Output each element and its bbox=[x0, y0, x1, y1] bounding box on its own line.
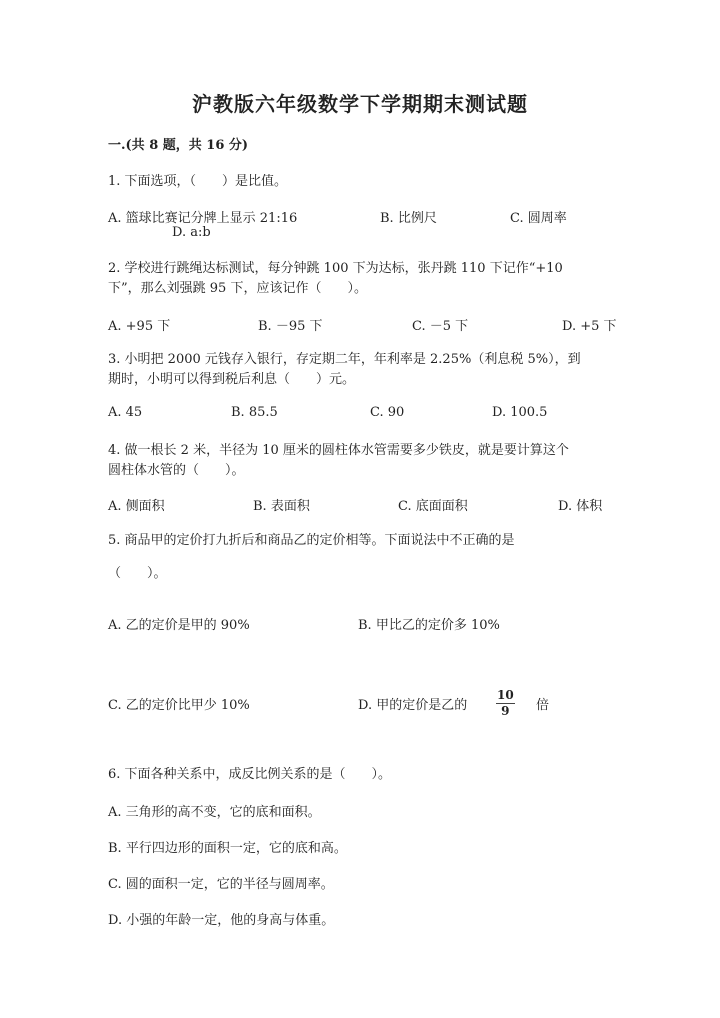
question-4-stem-line-2: 圆柱体水管的（ ）。 bbox=[108, 463, 245, 478]
question-2-option-b: B. －95 下 bbox=[258, 319, 323, 334]
question-6-option-d: D. 小强的年龄一定，他的身高与体重。 bbox=[108, 913, 335, 928]
question-5-option-d-suffix: 倍 bbox=[536, 698, 550, 713]
question-1-stem: 1. 下面选项，（ ）是比值。 bbox=[108, 174, 288, 189]
question-3-stem-line-2: 期时，小明可以得到税后利息（ ）元。 bbox=[108, 372, 356, 387]
question-5-option-c: C. 乙的定价比甲少 10% bbox=[108, 698, 250, 713]
question-6-option-b: B. 平行四边形的面积一定，它的底和高。 bbox=[108, 841, 347, 856]
question-5-stem-line-2: （ ）。 bbox=[108, 566, 167, 581]
question-1-option-a: A. 篮球比赛记分牌上显示 21:16 bbox=[108, 211, 298, 226]
question-1-option-d: D. a:b bbox=[172, 225, 211, 240]
question-5-option-d-prefix: D. 甲的定价是乙的 bbox=[358, 698, 468, 713]
question-2-stem-line-2: 下”，那么刘强跳 95 下，应该记作（ ）。 bbox=[108, 281, 367, 296]
question-2-option-d: D. +5 下 bbox=[562, 319, 617, 334]
question-4-option-d: D. 体积 bbox=[558, 499, 603, 514]
question-3-option-c: C. 90 bbox=[370, 405, 405, 420]
question-2-option-a: A. +95 下 bbox=[108, 319, 171, 334]
question-1-option-c: C. 圆周率 bbox=[510, 211, 567, 226]
question-2-stem-line-1: 2. 学校进行跳绳达标测试，每分钟跳 100 下为达标，张丹跳 110 下记作“+10 bbox=[108, 261, 563, 276]
question-6-stem: 6. 下面各种关系中，成反比例关系的是（ ）。 bbox=[108, 767, 392, 782]
question-4-option-c: C. 底面面积 bbox=[398, 499, 468, 514]
question-5-stem-line-1: 5. 商品甲的定价打九折后和商品乙的定价相等。下面说法中不正确的是 bbox=[108, 533, 515, 548]
question-6-option-a: A. 三角形的高不变，它的底和面积。 bbox=[108, 805, 321, 820]
question-4-option-b: B. 表面积 bbox=[253, 499, 310, 514]
page-title: 沪教版六年级数学下学期期末测试题 bbox=[192, 92, 528, 116]
question-5-option-b: B. 甲比乙的定价多 10% bbox=[358, 618, 500, 633]
question-5-option-d-fraction bbox=[496, 688, 515, 718]
question-3-option-b: B. 85.5 bbox=[231, 405, 278, 420]
question-2-option-c: C. －5 下 bbox=[412, 319, 469, 334]
section-heading: 一.(共 8 题，共 16 分) bbox=[108, 138, 249, 153]
question-3-stem-line-1: 3. 小明把 2000 元钱存入银行，存定期二年，年利率是 2.25%（利息税 5%），到 bbox=[108, 352, 581, 367]
question-3-option-d: D. 100.5 bbox=[492, 405, 548, 420]
question-1-option-b: B. 比例尺 bbox=[380, 211, 437, 226]
fraction-denominator: 9 bbox=[501, 704, 510, 718]
question-5-option-a: A. 乙的定价是甲的 90% bbox=[108, 618, 250, 633]
question-4-stem-line-1: 4. 做一根长 2 米，半径为 10 厘米的圆柱体水管需要多少铁皮，就是要计算这个 bbox=[108, 443, 569, 458]
question-4-option-a: A. 侧面积 bbox=[108, 499, 165, 514]
question-3-option-a: A. 45 bbox=[108, 405, 143, 420]
question-6-option-c: C. 圆的面积一定，它的半径与圆周率。 bbox=[108, 877, 334, 892]
fraction-numerator: 10 bbox=[497, 688, 514, 702]
